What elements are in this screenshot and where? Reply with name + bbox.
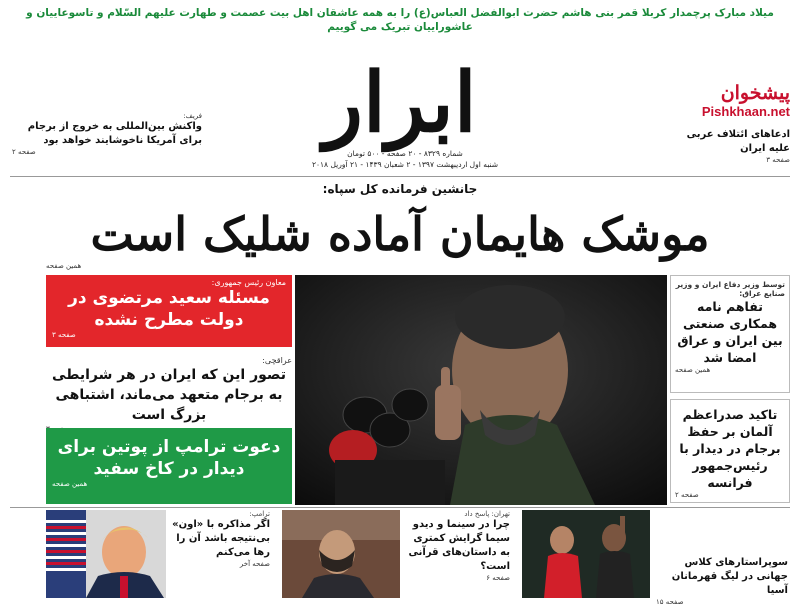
trump-story-ref: صفحه آخر (239, 560, 270, 568)
right-story-2-ref: صفحه ۲ (675, 491, 699, 499)
green-box-title: دعوت ترامپ از پوتین برای دیدار در کاخ سفید (57, 437, 281, 479)
middle-story[interactable] (46, 356, 292, 426)
cinema-story-text (404, 510, 510, 582)
bottom-story-sports[interactable] (522, 510, 790, 605)
trump-photo (46, 510, 166, 598)
middle-story-title: تصور این که ایران در هر شرایطی به برجام متعهد می‌ماند، اشتباهی بزرگ است (52, 367, 286, 423)
red-box-title: مسئله سعید مرتضوی در دولت مطرح نشده (68, 288, 270, 330)
bottom-story-trump[interactable] (46, 510, 272, 602)
left-note-label: فریف: (183, 112, 202, 120)
green-story-box[interactable] (46, 428, 292, 504)
commander-photo-illustration (295, 275, 667, 505)
main-photo (295, 275, 667, 505)
main-headline[interactable]: موشک هایمان آماده شلیک است (90, 207, 710, 261)
issue-info (300, 148, 510, 170)
sports-story-ref: صفحه ۱۵ (656, 598, 684, 605)
right-story-2[interactable] (670, 399, 790, 503)
cinema-story-ref: صفحه ۶ (486, 574, 510, 582)
issue-number: شماره ۸۳۲۹ - ۲۰ صفحه - ۵۰۰ تومان (347, 149, 463, 158)
main-headline-ref: همین صفحه (46, 262, 82, 270)
middle-story-label: عراقچی: (262, 356, 292, 365)
right-story-2-title: تاکید صدراعظم آلمان بر حفظ برجام در دیدار با رئیس‌جمهور فرانسه (679, 407, 781, 490)
red-box-label: معاون رئیس جمهوری: (211, 278, 286, 287)
logo-script-text: پیشخوان (720, 82, 790, 104)
top-banner-strip (8, 6, 792, 50)
red-story-box[interactable] (46, 275, 292, 347)
right-column (670, 275, 790, 503)
issue-date: شنبه اول اردیبهشت ۱۳۹۷ - ۲ شعبان ۱۴۳۹ - ۲۱ آوریل ۲۰۱۸ (311, 160, 499, 169)
sports-story-text (656, 556, 788, 605)
left-note-title: واکنش بین‌المللی به خروج از برجام برای آمریکا ناخوشایند خواهد بود (27, 121, 202, 146)
cinema-photo (282, 510, 400, 598)
bottom-story-cinema[interactable] (282, 510, 512, 602)
red-box-ref: صفحه ۳ (52, 331, 76, 339)
trump-story-label: ترامپ: (249, 510, 270, 518)
football-photo (522, 510, 650, 598)
masthead-divider (10, 176, 790, 177)
cinema-story-label: تهران: پاسخ داد (464, 510, 510, 518)
right-story-1-ref: همین صفحه (675, 366, 711, 374)
main-kicker: جانشین فرمانده کل سپاه: (322, 182, 478, 196)
trump-story-title: اگر مذاکره با «اون» بی‌نتیجه باشد آن را رها می‌کنم (172, 519, 270, 558)
right-story-1[interactable] (670, 275, 790, 393)
green-box-ref: همین صفحه (52, 480, 88, 488)
right-story-1-title: تفاهم نامه همکاری صنعتی بین ایران و عراق امضا شد (677, 299, 783, 365)
left-top-note[interactable] (12, 112, 202, 156)
sports-story-title: سوپراستارهای کلاس جهانی در لیگ قهرمانان آسیا (671, 557, 788, 596)
top-banner-text: میلاد مبارک پرچمدار کربلا قمر بنی هاشم حضرت ابوالفضل العباس(ع) را به همه عاشقان اهل بیت عصمت و طهارت علیهم السّلام و تاسوعاییان و عاشوراییان تبریک می گوییم (26, 7, 774, 33)
cinema-story-title: چرا در سینما و دیدو سیما گرایش کمتری به داستان‌های قرآنی است؟ (408, 519, 510, 572)
trump-story-text (170, 510, 270, 568)
right-note-title: ادعاهای ائتلاف عربی علیه ایران (686, 129, 790, 154)
left-note-ref: صفحه ۲ (12, 148, 36, 156)
right-top-note[interactable] (680, 128, 790, 164)
right-note-ref: صفحه ۳ (766, 156, 790, 164)
masthead-title: ابرار (323, 55, 477, 151)
logo-domain: Pishkhaan.net (701, 104, 790, 119)
bottom-divider (10, 507, 790, 508)
pishkhaan-logo[interactable] (612, 82, 790, 126)
right-story-1-label: توسط وزیر دفاع ایران و وزیر صنایع عراق: (675, 280, 785, 298)
